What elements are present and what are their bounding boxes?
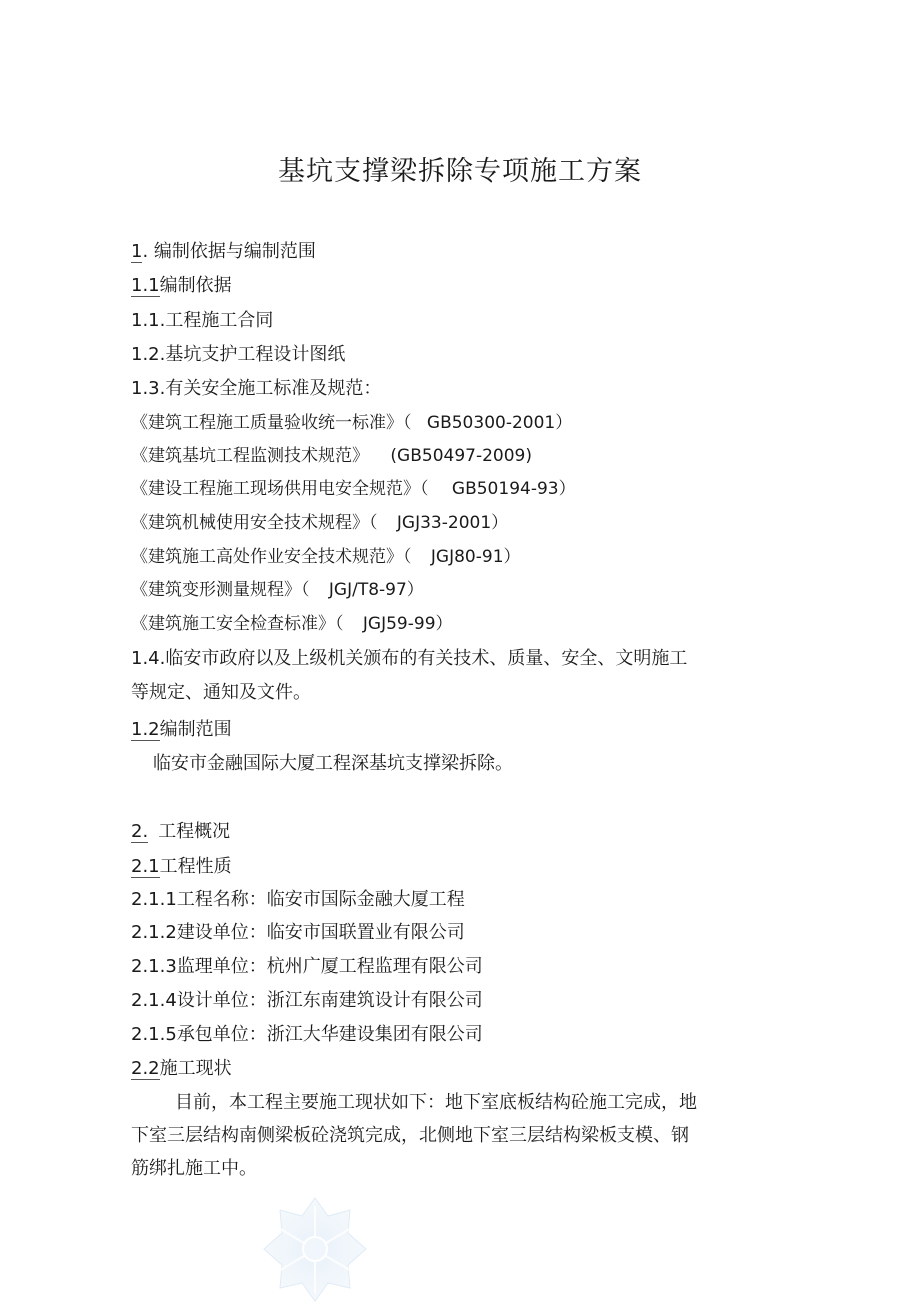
section-1-1-heading <box>131 272 771 300</box>
basis-item-1 <box>131 307 771 335</box>
item-number: 1.1. <box>131 310 166 331</box>
document-title: 基坑支撑梁拆除专项施工方案 <box>278 156 642 187</box>
basis-item-2 <box>131 341 771 369</box>
status-paragraph-line-1: 目前，本工程主要施工现状如下：地下室底板结构砼施工完成，地 <box>175 1092 697 1113</box>
item-number: 1.3. <box>131 378 166 399</box>
property-item <box>131 919 771 947</box>
section-2-1-heading <box>131 853 771 881</box>
standard-ref <box>131 576 771 604</box>
item-number: 1.2. <box>131 344 166 365</box>
standard-name: 《建筑机械使用安全技术规程》（ <box>131 513 378 533</box>
section-number: 2.2 <box>131 1058 160 1079</box>
section-number: 2. <box>131 821 149 842</box>
section-number: 2.1 <box>131 856 160 877</box>
standard-code: GB50300-2001） <box>426 413 573 433</box>
standard-ref <box>131 475 771 503</box>
section-text: 工程性质 <box>159 856 232 877</box>
section-1-heading <box>131 238 771 266</box>
basis-item-4 <box>131 645 771 673</box>
item-text: 监理单位：杭州广厦工程监理有限公司 <box>176 956 483 977</box>
item-number: 1.4. <box>131 648 166 669</box>
item-number: 2.1.1 <box>131 889 177 910</box>
section-2-heading <box>131 818 771 846</box>
standard-name: 《建筑工程施工质量验收统一标准》（ <box>131 413 412 433</box>
scope-text: 临安市金融国际大厦工程深基坑支撑梁拆除。 <box>153 753 513 774</box>
standard-name: 《建筑施工高处作业安全技术规范》（ <box>131 547 412 567</box>
item-number: 2.1.5 <box>131 1024 177 1045</box>
standard-name: 《建设工程施工现场供用电安全规范》（ <box>131 479 429 499</box>
section-number: 1.1 <box>131 275 160 296</box>
standard-code: JGJ/T8-97） <box>328 580 424 600</box>
snowflake-watermark-icon <box>262 1196 368 1303</box>
item-text: 建设单位：临安市国联置业有限公司 <box>176 922 465 943</box>
section-text: 编制范围 <box>159 719 232 740</box>
section-1-2-heading <box>131 716 771 744</box>
standard-ref <box>131 442 771 470</box>
item-number: 2.1.4 <box>131 990 177 1011</box>
standard-ref <box>131 610 771 638</box>
item-text: 临安市政府以及上级机关颁布的有关技术、质量、安全、文明施工 <box>165 648 688 669</box>
basis-item-3 <box>131 375 771 403</box>
item-text: 工程名称：临安市国际金融大厦工程 <box>176 889 465 910</box>
item-number: 2.1.2 <box>131 922 177 943</box>
section-number: 1 <box>131 241 143 262</box>
section-text: . 编制依据与编制范围 <box>142 241 316 262</box>
standard-name: 《建筑变形测量规程》（ <box>131 580 310 600</box>
property-item <box>131 886 771 914</box>
standard-code: JGJ59-99） <box>362 614 453 634</box>
standard-name: 《建筑施工安全检查标准》（ <box>131 614 344 634</box>
item-text: 基坑支护工程设计图纸 <box>165 344 346 365</box>
property-item <box>131 953 771 981</box>
section-text: 工程概况 <box>158 821 231 842</box>
item-text: 工程施工合同 <box>165 310 274 331</box>
status-paragraph-line-2: 下室三层结构南侧梁板砼浇筑完成，北侧地下室三层结构梁板支模、钢 <box>131 1125 689 1146</box>
standard-code: GB50194-93） <box>451 479 576 499</box>
standard-code: (GB50497-2009) <box>390 446 532 466</box>
standard-code: JGJ33-2001） <box>396 513 509 533</box>
section-text: 编制依据 <box>159 275 232 296</box>
standard-code: JGJ80-91） <box>430 547 521 567</box>
section-number: 1.2 <box>131 719 160 740</box>
section-2-2-heading <box>131 1055 771 1083</box>
item-text: 有关安全施工标准及规范： <box>165 378 382 399</box>
standard-ref <box>131 409 771 437</box>
status-paragraph-line-3: 筋绑扎施工中。 <box>131 1158 257 1179</box>
standard-ref <box>131 543 771 571</box>
standard-name: 《建筑基坑工程监测技术规范》 <box>131 446 369 466</box>
basis-item-4-continued <box>131 679 771 707</box>
property-item <box>131 1021 771 1049</box>
item-text: 承包单位：浙江大华建设集团有限公司 <box>176 1024 483 1045</box>
section-text: 施工现状 <box>159 1058 232 1079</box>
item-text: 等规定、通知及文件。 <box>131 682 311 703</box>
property-item <box>131 987 771 1015</box>
standard-ref <box>131 509 771 537</box>
item-text: 设计单位：浙江东南建筑设计有限公司 <box>176 990 483 1011</box>
item-number: 2.1.3 <box>131 956 177 977</box>
